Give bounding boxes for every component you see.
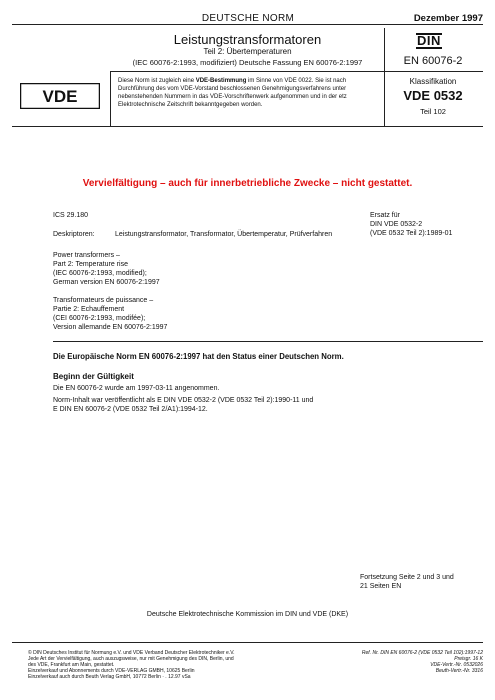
french-title — [53, 296, 167, 332]
reproduction-notice: Vervielfältigung – auch für innerbetriebliche Zwecke – nicht gestattet. — [82, 178, 413, 189]
deskriptoren-value: Leistungstransformator, Transformator, Übertemperatur, Prüfverfahren — [115, 231, 333, 238]
din-logo-text: DIN — [417, 33, 441, 48]
vde-note — [118, 77, 376, 109]
meta-rule — [53, 341, 483, 342]
footer-left-line: © DIN Deutsches Institut für Normung e.V. und VDE Verband Deutscher Elektrotechniker e.V. — [28, 650, 235, 656]
header-mid-rule — [110, 71, 483, 72]
ics-code: ICS 29.180 — [53, 212, 89, 219]
kommission: Deutsche Elektrotechnische Kommission im DIN und VDE (DKE) — [146, 611, 349, 618]
english-title-line: (IEC 60076-2:1993, modified); — [53, 270, 147, 277]
footer-right-line: Ref. Nr. DIN EN 60076-2 (VDE 0532 Teil 102):1997-12 — [361, 650, 483, 656]
english-title-line: Part 2: Temperature rise — [53, 261, 128, 268]
french-title-line: (CEI 60076-2:1993, modifée); — [53, 315, 146, 322]
iec-equivalent: (IEC 60076-2:1993, modifiziert) Deutsche Fassung EN 60076-2:1997 — [132, 58, 363, 67]
document-title: Leistungstransformatoren — [173, 32, 322, 47]
deskriptoren-label: Deskriptoren: — [53, 231, 95, 238]
english-title-line: Power transformers – — [53, 252, 120, 259]
bottom-rule — [12, 642, 483, 643]
header-left-divider — [110, 71, 111, 126]
top-rule — [12, 24, 483, 25]
ersatz-line: Ersatz für — [370, 212, 400, 219]
din-logo — [398, 32, 460, 50]
french-title-line: Partie 2: Echauffement — [53, 306, 125, 313]
fortsetzung — [360, 573, 480, 591]
footer-left-line: Einzelverkauf auch durch Beuth Verlag GmbH, 10772 Berlin · . 12.97 vSa — [28, 674, 191, 680]
en-number: EN 60076-2 — [403, 55, 463, 67]
footer-right — [323, 650, 483, 674]
beginn-heading: Beginn der Gültigkeit — [53, 372, 134, 381]
english-title — [53, 251, 160, 287]
french-title-line: Version allemande EN 60076-2:1997 — [53, 324, 168, 331]
draft-line: E DIN EN 60076-2 (VDE 0532 Teil 2/A1):1994-12. — [53, 406, 208, 413]
footer-left-line: Einzelverkauf und Abonnements durch VDE-VERLAG GMBH, 10625 Berlin — [28, 668, 195, 674]
status-statement: Die Europäische Norm EN 60076-2:1997 hat den Status einer Deutschen Norm. — [53, 352, 344, 361]
footer-left-line: Jede Art der Vervielfältigung, auch auszugsweise, nur mit Genehmigung des DIN, Berlin, und — [28, 656, 234, 662]
ersatz-line: DIN VDE 0532-2 — [370, 221, 423, 228]
norm-label: DEUTSCHE NORM — [201, 13, 295, 24]
vde-note-bold: VDE-Bestimmung — [195, 78, 247, 84]
beginn-text: Die EN 60076-2 wurde am 1997-03-11 angenommen. — [53, 385, 220, 392]
ersatz-line: (VDE 0532 Teil 2):1989-01 — [370, 230, 453, 237]
vde-logo-text: VDE — [42, 87, 78, 106]
draft-line: Norm-Inhalt war veröffentlicht als E DIN VDE 0532-2 (VDE 0532 Teil 2):1990-11 und — [53, 397, 314, 404]
footer-right-line: Beuth-Vertr.-Nr. 3316 — [435, 668, 483, 674]
deskriptoren — [53, 230, 332, 239]
vde-note-prefix: Diese Norm ist zugleich eine — [118, 78, 196, 84]
footer-left — [28, 650, 328, 680]
document-subtitle: Teil 2: Übertemperaturen — [203, 47, 292, 56]
fortsetzung-line: Fortsetzung Seite 2 und 3 und — [360, 574, 454, 581]
ersatz-block — [370, 211, 480, 238]
english-title-line: German version EN 60076-2:1997 — [53, 279, 160, 286]
french-title-line: Transformateurs de puissance – — [53, 297, 154, 304]
vde-teil: Teil 102 — [420, 107, 446, 116]
draft-history — [53, 396, 373, 414]
klassifikation-label: Klassifikation — [409, 77, 457, 86]
vde-note-suffix: im Sinne von VDE 0022. Sie ist nach Durchführung des vom VDE-Vorstand beschlossenen Genehmigungsverfahrens unter nebenstehenden Nummern in das VDE-Vorschriftenwerk aufgenommen und in der etz Elektrotechnische Zeitschrift bekanntgegeben worden. — [118, 78, 347, 108]
footer-left-line: des VDE, Frankfurt am Main, gestattet. — [28, 662, 115, 668]
vde-logo — [20, 83, 100, 109]
footer-right-line: VDE-Vertr.-Nr. 0532026 — [430, 662, 483, 668]
vde-number: VDE 0532 — [403, 88, 463, 103]
header-bottom-rule — [12, 126, 483, 127]
footer-right-line: Preisgr. 16 K — [454, 656, 483, 662]
fortsetzung-line: 21 Seiten EN — [360, 583, 402, 590]
publication-date: Dezember 1997 — [413, 13, 483, 24]
